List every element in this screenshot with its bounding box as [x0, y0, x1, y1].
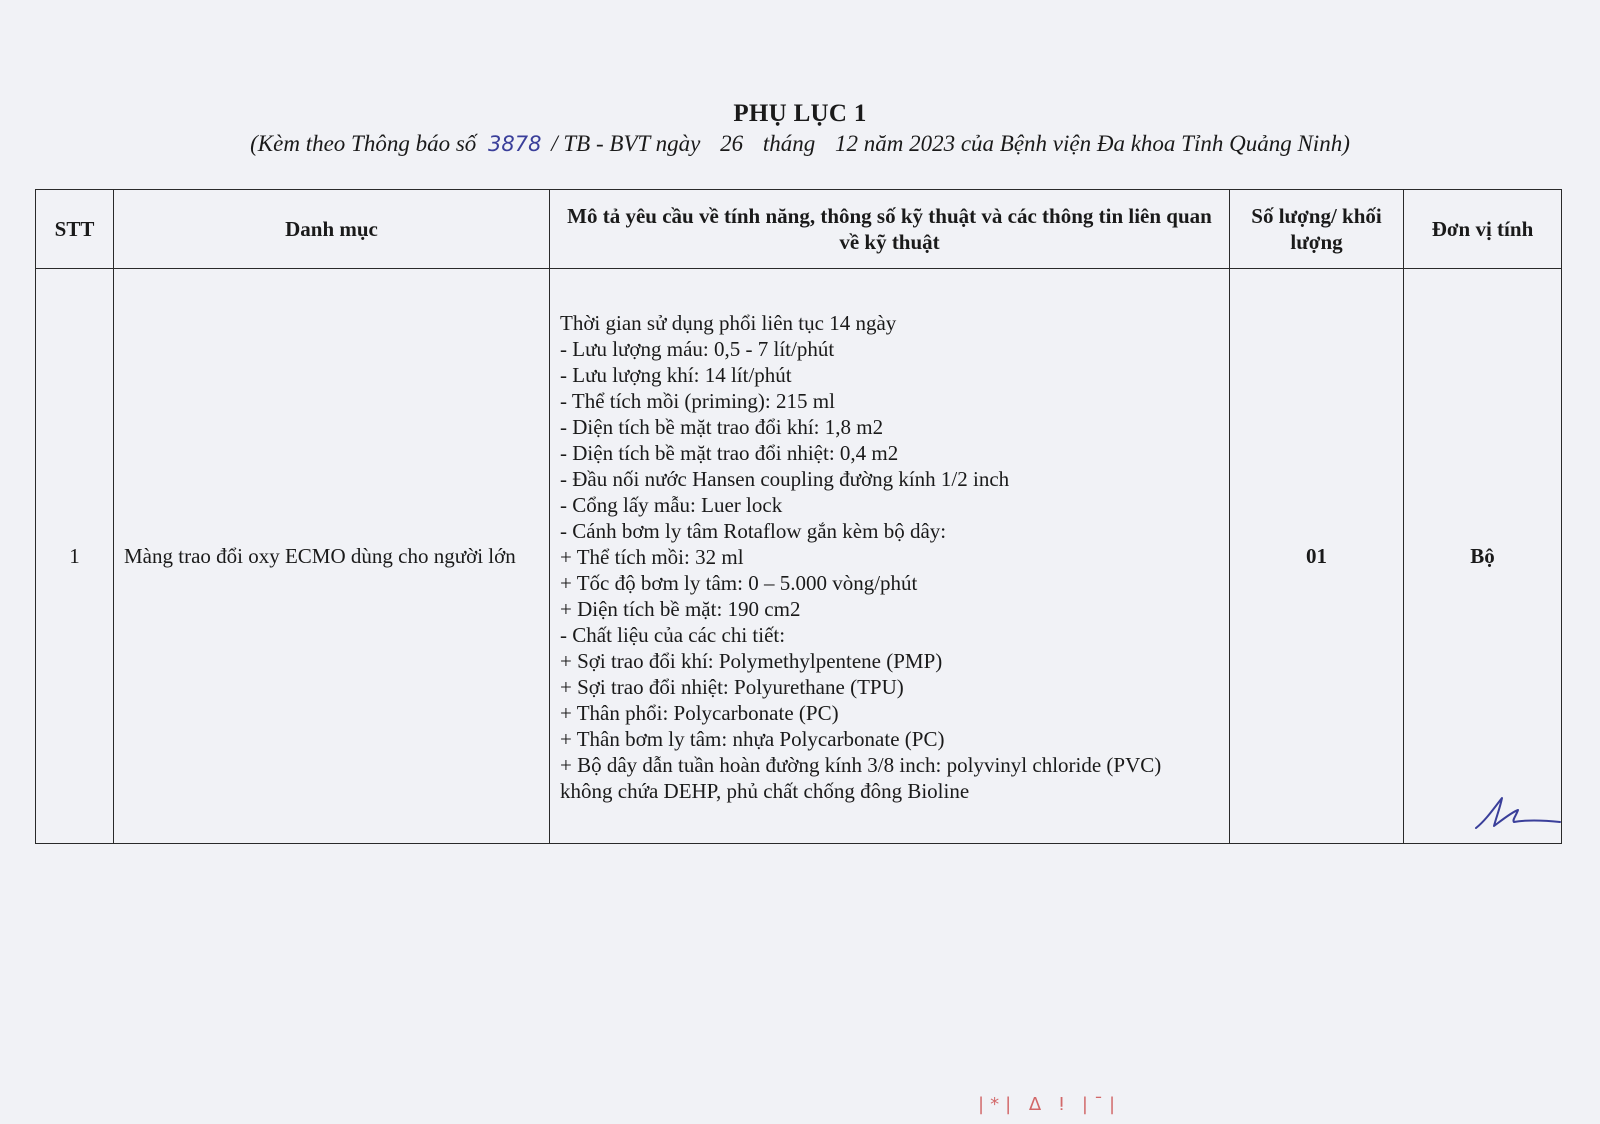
description-line: - Lưu lượng khí: 14 lít/phút — [560, 363, 792, 387]
description-line: - Cổng lấy mẫu: Luer lock — [560, 493, 783, 517]
cell-quantity: 01 — [1230, 269, 1404, 844]
header-category: Danh mục — [114, 190, 550, 269]
header-stt: STT — [36, 190, 114, 269]
table-row — [36, 269, 1562, 844]
description-line: - Cánh bơm ly tâm Rotaflow gắn kèm bộ dây: — [560, 519, 947, 543]
cell-category: Màng trao đổi oxy ECMO dùng cho người lớn — [114, 269, 550, 844]
description-line: - Thể tích mồi (priming): 215 ml — [560, 389, 835, 413]
header-quantity: Số lượng/ khối lượng — [1230, 190, 1404, 269]
description-line: + Diện tích bề mặt: 190 cm2 — [560, 597, 801, 621]
description-line: Thời gian sử dụng phổi liên tục 14 ngày — [560, 311, 897, 335]
subtitle-day: 26 — [720, 131, 744, 156]
subtitle-month-word: tháng — [762, 131, 816, 156]
header-description: Mô tả yêu cầu về tính năng, thông số kỹ thuật và các thông tin liên quan về kỹ thuật — [550, 190, 1230, 269]
description-line: + Sợi trao đổi khí: Polymethylpentene (PMP) — [560, 649, 943, 673]
description-line: + Sợi trao đổi nhiệt: Polyurethane (TPU) — [560, 675, 904, 699]
subtitle-month: 12 — [834, 131, 858, 156]
subtitle-prefix: (Kèm theo Thông báo số — [250, 131, 477, 156]
stamp-mark: |*| ⵠ ⵑ |¯| — [978, 1094, 1122, 1115]
description-line: - Đầu nối nước Hansen coupling đường kính 1/2 inch — [560, 467, 1010, 491]
cell-stt: 1 — [36, 269, 114, 844]
table-header-row — [36, 190, 1562, 269]
description-line: + Thể tích mồi: 32 ml — [560, 545, 744, 569]
page-subtitle — [0, 131, 1600, 157]
notice-number: 3878 — [488, 132, 542, 156]
description-line: + Thân phổi: Polycarbonate (PC) — [560, 701, 839, 725]
description-line: - Diện tích bề mặt trao đổi nhiệt: 0,4 m2 — [560, 441, 899, 465]
page-title: PHỤ LỤC 1 — [733, 100, 867, 127]
description-line: không chứa DEHP, phủ chất chống đông Bioline — [560, 779, 970, 803]
description-line: - Chất liệu của các chi tiết: — [560, 623, 786, 647]
description-line: + Bộ dây dẫn tuần hoàn đường kính 3/8 inch: polyvinyl chloride (PVC) — [560, 753, 1162, 777]
cell-unit: Bộ — [1404, 269, 1562, 844]
subtitle-year-word: năm 2023 của Bệnh viện Đa khoa Tỉnh Quảng Ninh) — [863, 131, 1350, 156]
description-line: - Lưu lượng máu: 0,5 - 7 lít/phút — [560, 337, 835, 361]
description-line: + Thân bơm ly tâm: nhựa Polycarbonate (PC) — [560, 727, 945, 751]
cell-description — [550, 269, 1230, 844]
header-unit: Đơn vị tính — [1404, 190, 1562, 269]
spec-table — [35, 189, 1562, 844]
subtitle-mid: / TB - BVT ngày — [551, 131, 701, 156]
description-line: - Diện tích bề mặt trao đổi khí: 1,8 m2 — [560, 415, 884, 439]
signature-mark — [1472, 790, 1562, 836]
description-line: + Tốc độ bơm ly tâm: 0 – 5.000 vòng/phút — [560, 571, 918, 595]
